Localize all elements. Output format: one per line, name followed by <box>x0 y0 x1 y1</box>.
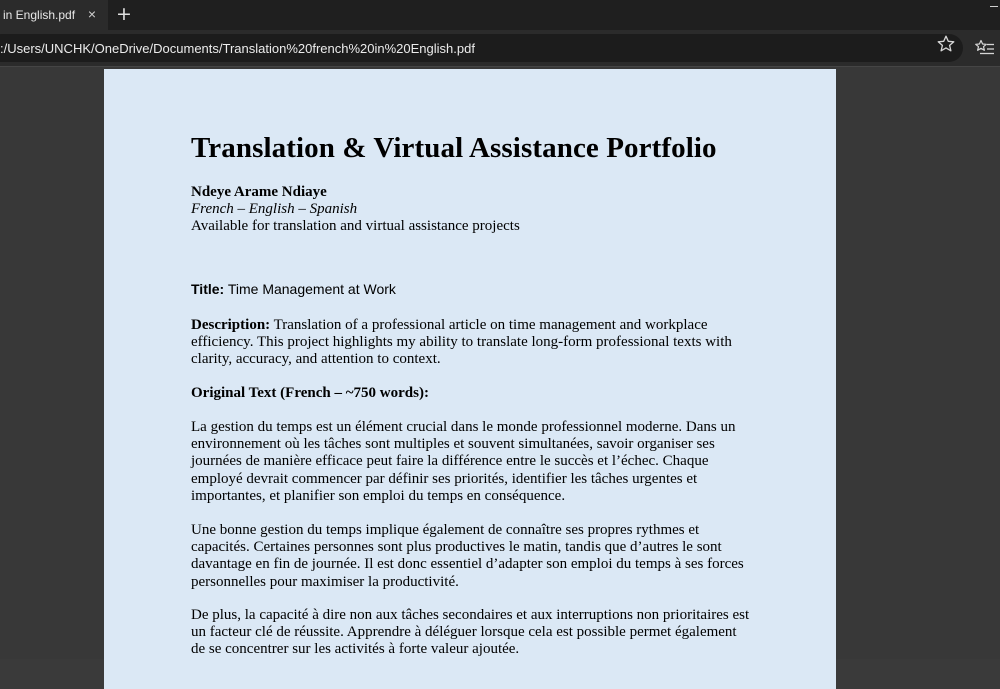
author-name: Ndeye Arame Ndiaye <box>191 184 327 200</box>
tab-active[interactable] <box>0 0 108 30</box>
paragraph-1: La gestion du temps est un élément crucial dans le monde professionnel moderne. Dans un environnement où les tâches sont multiples et souvent simultanées, savoir organiser ses journées de manière efficace peut faire la différence entre le succès et l’échec. Chaque employé devrait commencer par définir ses priorités, identifier les tâches urgentes et importantes, et planifier son emploi du temps en conséquence. <box>191 419 736 504</box>
tab-strip <box>0 0 1000 30</box>
availability-note: Available for translation and virtual assistance projects <box>191 218 520 234</box>
tab-title: in English.pdf <box>3 8 76 22</box>
favorites-icon[interactable] <box>974 38 996 60</box>
paragraph-3: De plus, la capacité à dire non aux tâches secondaires et aux interruptions non prioritaires est un facteur clé de réussite. Apprendre à déléguer lorsque cela est possible permet également de se concentrer sur les activités à forte valeur ajoutée. <box>191 607 750 658</box>
project-title-value: Time Management at Work <box>224 281 396 297</box>
paragraph-2: Une bonne gestion du temps implique également de connaître ses propres rythmes et capacités. Certaines personnes sont plus productives le matin, tandis que d’autres le sont davantage en fin de journée. Il est donc essentiel d’adapter son emploi du temps à ses forces personnelles pour maximiser la productivité. <box>191 522 744 590</box>
project-title-label: Title: <box>191 281 225 297</box>
pdf-page <box>104 69 836 689</box>
project-title <box>191 281 396 297</box>
star-icon[interactable] <box>936 34 956 54</box>
description-label: Description: <box>191 317 271 333</box>
close-tab-icon[interactable]: × <box>87 6 97 22</box>
new-tab-button[interactable]: + <box>116 3 132 25</box>
description-text: Translation of a professional article on time management and workplace efficiency. This project highlights my ability to translate long-form professional texts with clarity, accuracy, and attention to context. <box>191 317 732 368</box>
original-text-heading: Original Text (French – ~750 words): <box>191 385 429 401</box>
project-description <box>191 317 751 369</box>
languages: French – English – Spanish <box>191 201 358 217</box>
pdf-viewer[interactable] <box>0 67 1000 659</box>
toolbar <box>0 30 1000 66</box>
address-bar[interactable] <box>0 34 963 62</box>
url-text[interactable]: :/Users/UNCHK/OneDrive/Documents/Translation%20french%20in%20English.pdf <box>0 41 475 56</box>
minimize-icon[interactable] <box>990 6 998 7</box>
document-title: Translation & Virtual Assistance Portfolio <box>191 132 717 164</box>
